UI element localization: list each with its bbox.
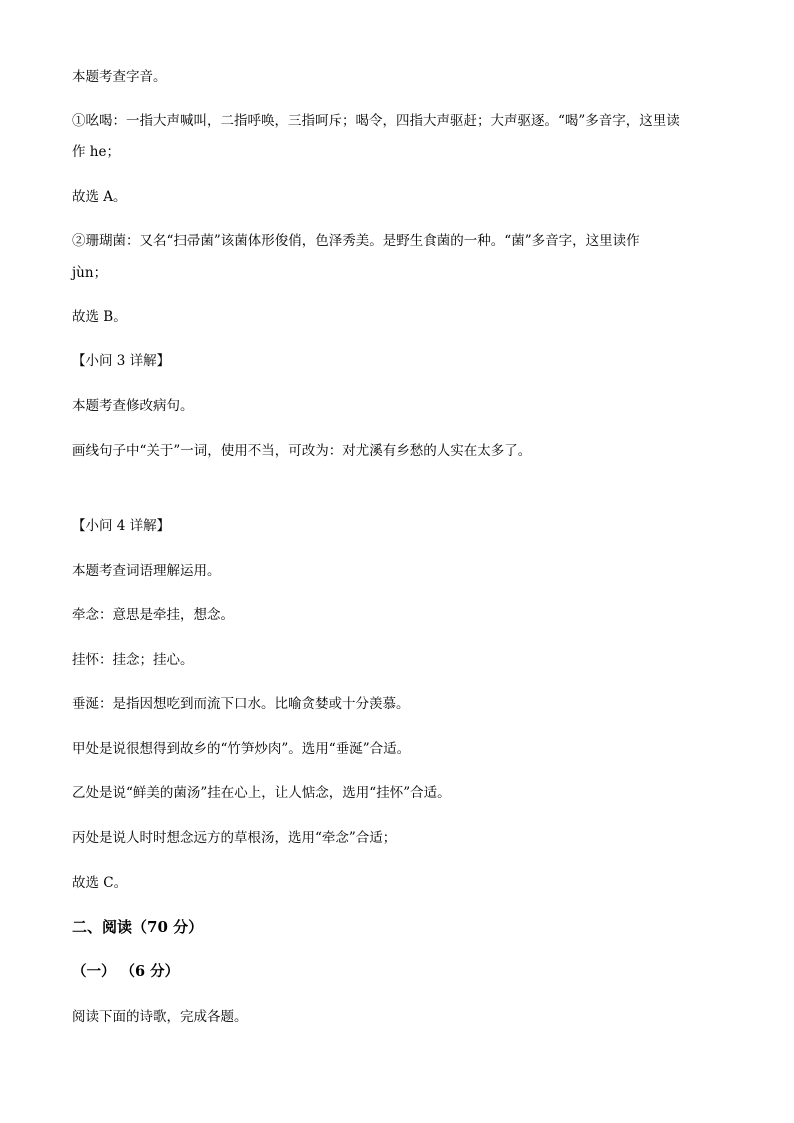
section-heading-reading: 二、阅读（70 分） (72, 918, 204, 936)
paragraph-definition-qiannian: 牵念：意思是牵挂，想念。 (72, 607, 234, 623)
paragraph-blank-bing: 丙处是说人时时想念远方的草根汤，选用“牵念”合适； (72, 830, 397, 846)
subsection-heading-part-1: （一） （6 分） (72, 963, 180, 980)
paragraph-answer-c: 故选 C。 (72, 875, 128, 891)
paragraph-item-2: ②珊瑚菌：又名“扫帚菌”该菌体形俊俏，色泽秀美。是野生食菌的一种。“菌”多音字，这里读作 (72, 233, 640, 249)
paragraph-item-1: ①吆喝：一指大声喊叫，二指呼唤，三指呵斥；喝令，四指大声驱赶；大声驱逐。“喝”多音字，这里读 (72, 113, 680, 129)
paragraph-topic-word-usage: 本题考查词语理解运用。 (72, 563, 221, 579)
paragraph-answer-a: 故选 A。 (72, 189, 127, 205)
paragraph-item-1-continued: 作 he； (72, 144, 120, 160)
section-label-question-4: 【小问 4 详解】 (72, 518, 171, 534)
paragraph-correction-explanation: 画线句子中“关于”一词，使用不当，可改为：对尤溪有乡愁的人实在太多了。 (72, 443, 532, 459)
paragraph-answer-b: 故选 B。 (72, 309, 127, 325)
paragraph-topic-sentence-correction: 本题考查修改病句。 (72, 398, 194, 414)
paragraph-reading-instruction: 阅读下面的诗歌，完成各题。 (72, 1009, 248, 1025)
paragraph-topic-pronunciation: 本题考查字音。 (72, 69, 167, 85)
paragraph-item-2-continued: jùn； (72, 265, 108, 281)
paragraph-blank-jia: 甲处是说很想得到故乡的“竹笋炒肉”。选用“垂涎”合适。 (72, 741, 411, 757)
section-label-question-3: 【小问 3 详解】 (72, 353, 171, 369)
paragraph-definition-guahuai: 挂怀：挂念；挂心。 (72, 652, 194, 668)
paragraph-definition-chuixian: 垂涎：是指因想吃到而流下口水。比喻贪婪或十分羡慕。 (72, 696, 410, 712)
paragraph-blank-yi: 乙处是说“鲜美的菌汤”挂在心上，让人惦念，选用“挂怀”合适。 (72, 785, 451, 801)
